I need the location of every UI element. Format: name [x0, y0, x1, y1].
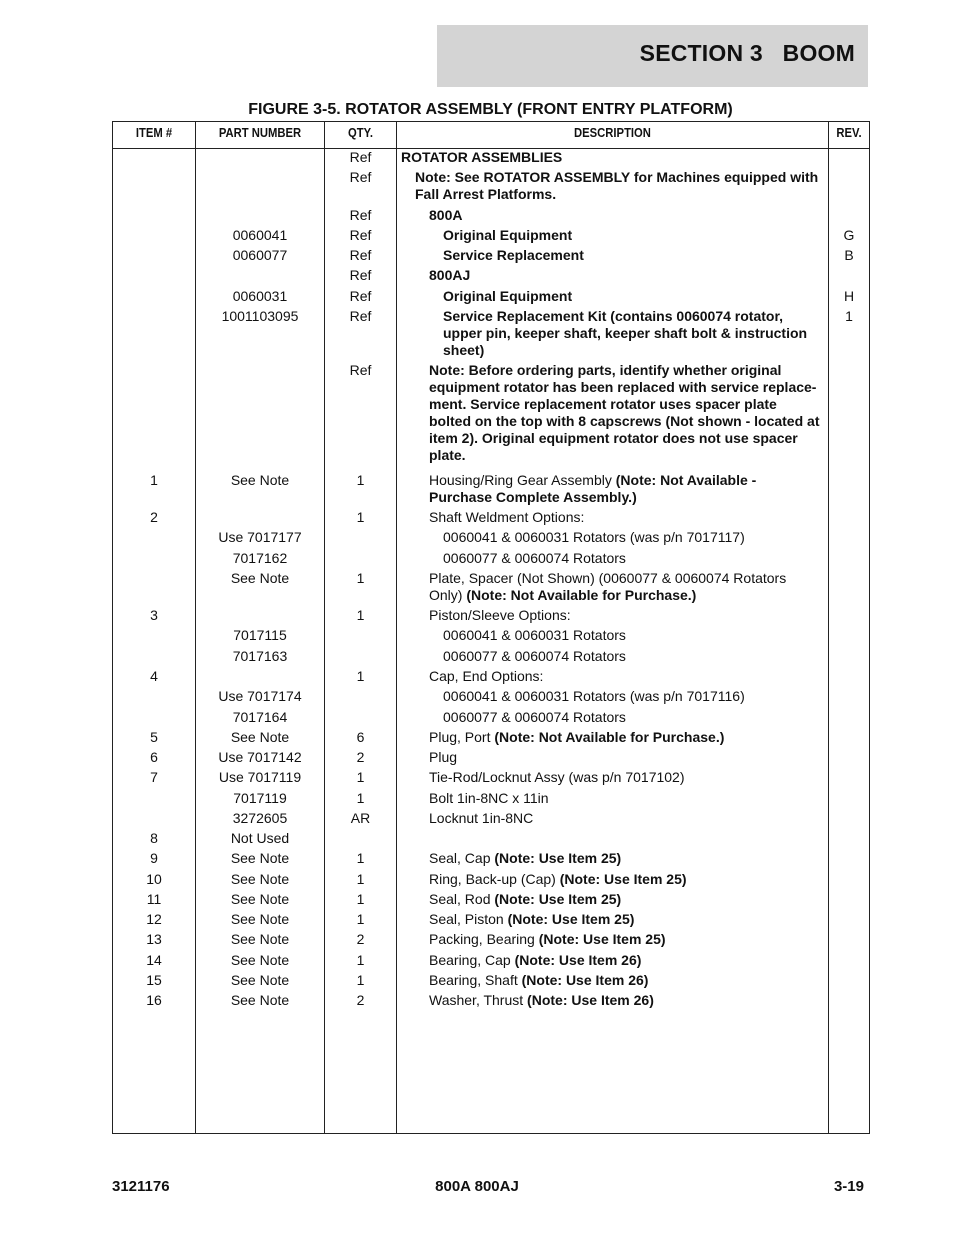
description-note: 800A	[429, 207, 463, 223]
quantity: 1	[356, 472, 365, 488]
item-number: 8	[150, 830, 158, 846]
part-number: 7017162	[232, 550, 288, 566]
description-text: Bearing, Cap	[429, 952, 515, 968]
quantity: 1	[356, 607, 365, 623]
part-number: See Note	[230, 871, 290, 887]
part-number: See Note	[230, 911, 290, 927]
description	[429, 992, 822, 1009]
part-number: 0060031	[232, 288, 288, 304]
description	[443, 709, 822, 726]
quantity: 1	[356, 972, 365, 988]
part-number: 7017115	[233, 627, 287, 643]
footer-model: 800A 800AJ	[435, 1178, 519, 1195]
revision: H	[843, 288, 855, 304]
description-note: Service Replacement Kit (contains 0060074 rotator, upper pin, keeper shaft, keeper shaft bolt & instruction sheet)	[443, 308, 808, 358]
description	[443, 308, 822, 359]
revision: G	[843, 227, 855, 243]
item-number: 2	[150, 509, 158, 525]
column-header-part-number: PART NUMBER	[218, 126, 302, 140]
description	[443, 648, 822, 665]
description-text: Shaft Weldment Options:	[429, 509, 585, 525]
description	[429, 362, 822, 464]
description	[401, 149, 822, 166]
quantity: Ref	[349, 247, 372, 263]
part-number: Use 7017119	[218, 769, 302, 785]
item-number: 3	[150, 607, 158, 623]
description	[443, 247, 822, 264]
quantity: 1	[356, 952, 365, 968]
description-note: (Note: Not Available for Purchase.)	[466, 587, 697, 603]
part-number: Use 7017174	[218, 688, 302, 704]
description-note: ROTATOR ASSEMBLIES	[401, 149, 563, 165]
description-note: (Note: Not Available - Purchase Complete Assembly.)	[429, 472, 757, 505]
part-number: 3272605	[232, 810, 288, 826]
description	[443, 550, 822, 567]
description-text: Plate, Spacer (Not Shown) (0060077 & 0060074 Rotators Only)	[429, 570, 787, 603]
part-number: See Note	[230, 570, 290, 586]
description	[429, 749, 822, 766]
description	[429, 472, 822, 506]
description	[429, 810, 822, 827]
footer-document-number: 3121176	[112, 1178, 170, 1195]
quantity: Ref	[349, 308, 372, 324]
description-note: 800AJ	[429, 267, 471, 283]
part-number: See Note	[230, 472, 290, 488]
description	[429, 570, 822, 604]
quantity: Ref	[349, 227, 372, 243]
column-header-item: ITEM #	[135, 126, 173, 140]
description-text: Cap, End Options:	[429, 668, 544, 684]
description-text: 0060077 & 0060074 Rotators	[443, 648, 626, 664]
item-number: 10	[146, 871, 162, 887]
quantity: 1	[356, 509, 365, 525]
item-number: 7	[150, 769, 158, 785]
description	[443, 529, 822, 546]
description	[429, 607, 822, 624]
description-note: (Note: Not Available for Purchase.)	[494, 729, 725, 745]
part-number: 7017119	[233, 790, 287, 806]
item-number: 9	[150, 850, 158, 866]
column-header-qty: QTY.	[347, 126, 374, 140]
part-number: 0060077	[232, 247, 288, 263]
description	[429, 769, 822, 786]
description-note: (Note: Use Item 25)	[494, 850, 622, 866]
quantity: 2	[356, 992, 365, 1008]
description-text: Washer, Thrust	[429, 992, 528, 1008]
description	[429, 952, 822, 969]
description-note: (Note: Use Item 25)	[507, 911, 635, 927]
description	[429, 850, 822, 867]
item-number: 14	[146, 952, 162, 968]
description	[429, 207, 822, 224]
quantity: Ref	[349, 169, 372, 185]
description-text: Seal, Rod	[429, 891, 495, 907]
quantity: 2	[356, 749, 365, 765]
revision: B	[844, 247, 854, 263]
revision: 1	[845, 308, 853, 324]
description-note: (Note: Use Item 26)	[527, 992, 654, 1008]
item-number: 5	[150, 729, 158, 745]
quantity: Ref	[349, 207, 372, 223]
column-header-description: DESCRIPTION	[574, 126, 651, 140]
description-note: (Note: Use Item 26)	[521, 972, 649, 988]
description-text: Plug	[429, 749, 458, 765]
part-number: See Note	[230, 952, 290, 968]
quantity: 1	[356, 871, 365, 887]
quantity: 1	[356, 911, 365, 927]
description	[429, 509, 822, 526]
part-number: See Note	[230, 972, 290, 988]
part-number: 0060041	[232, 227, 288, 243]
description-note: Note: Before ordering parts, identify whether original equipment rotator has been replaced with service replace-ment. Service replacement rotator uses spacer plate bolted on the top with 8 capscrews (Not shown - located at item 2). Original equipment rotator does not use spacer plate.	[429, 362, 820, 463]
item-number: 6	[150, 749, 158, 765]
description	[429, 972, 822, 989]
description	[443, 227, 822, 244]
description-note: Original Equipment	[443, 227, 573, 243]
description-text: Packing, Bearing	[429, 931, 539, 947]
description-text: Tie-Rod/Locknut Assy (was p/n 7017102)	[429, 769, 685, 785]
quantity: 1	[356, 790, 365, 806]
description-text: 0060041 & 0060031 Rotators	[443, 627, 626, 643]
part-number: See Note	[230, 931, 290, 947]
section-header	[437, 25, 868, 87]
description-text: Housing/Ring Gear Assembly	[429, 472, 616, 488]
part-number: See Note	[230, 850, 290, 866]
part-number: 7017163	[232, 648, 288, 664]
column-divider	[828, 121, 829, 1134]
description-text: Bolt 1in-8NC x 11in	[429, 790, 549, 806]
description-note: (Note: Use Item 26)	[514, 952, 642, 968]
description-text: Seal, Cap	[429, 850, 495, 866]
item-number: 4	[150, 668, 158, 684]
description	[429, 871, 822, 888]
part-number: See Note	[230, 992, 290, 1008]
quantity: Ref	[349, 149, 372, 165]
quantity: 1	[356, 668, 365, 684]
description	[443, 688, 822, 705]
item-number: 15	[146, 972, 162, 988]
column-header-rev: REV.	[836, 126, 862, 140]
quantity: 1	[356, 891, 365, 907]
description-note: Service Replacement	[443, 247, 584, 263]
description	[443, 288, 822, 305]
item-number: 12	[146, 911, 162, 927]
quantity: 1	[356, 570, 365, 586]
figure-title: FIGURE 3-5. ROTATOR ASSEMBLY (FRONT ENTRY PLATFORM)	[248, 101, 733, 118]
column-divider	[396, 121, 397, 1134]
description-text: Piston/Sleeve Options:	[429, 607, 571, 623]
item-number: 13	[146, 931, 162, 947]
item-number: 16	[146, 992, 162, 1008]
part-number: Not Used	[230, 830, 290, 846]
description-text: 0060041 & 0060031 Rotators (was p/n 7017116)	[443, 688, 745, 704]
description-text: Plug, Port	[429, 729, 495, 745]
item-number: 1	[150, 472, 158, 488]
section-title: SECTION 3 BOOM	[639, 40, 855, 66]
quantity: AR	[350, 810, 371, 826]
description-text: Seal, Piston	[429, 911, 508, 927]
quantity: 2	[356, 931, 365, 947]
description	[429, 891, 822, 908]
description-note: (Note: Use Item 25)	[538, 931, 666, 947]
quantity: Ref	[349, 288, 372, 304]
quantity: 6	[356, 729, 365, 745]
description-note: Note: See ROTATOR ASSEMBLY for Machines equipped with Fall Arrest Platforms.	[415, 169, 819, 202]
description	[415, 169, 822, 203]
description	[429, 790, 822, 807]
description-text: 0060077 & 0060074 Rotators	[443, 709, 626, 725]
part-number: 1001103095	[221, 308, 299, 324]
description-text: 0060041 & 0060031 Rotators (was p/n 7017117)	[443, 529, 745, 545]
quantity: 1	[356, 850, 365, 866]
part-number: See Note	[230, 891, 290, 907]
quantity: Ref	[349, 267, 372, 283]
description-text: Locknut 1in-8NC	[429, 810, 534, 826]
description-text: Ring, Back-up (Cap)	[429, 871, 560, 887]
description	[429, 668, 822, 685]
description	[443, 627, 822, 644]
part-number: Use 7017142	[218, 749, 302, 765]
description	[429, 931, 822, 948]
description-note: Original Equipment	[443, 288, 573, 304]
description-note: (Note: Use Item 25)	[494, 891, 622, 907]
footer-page-number: 3-19	[833, 1178, 864, 1195]
part-number: See Note	[230, 729, 290, 745]
description-note: (Note: Use Item 25)	[559, 871, 687, 887]
quantity: Ref	[349, 362, 372, 378]
description	[429, 729, 822, 746]
item-number: 11	[146, 891, 162, 907]
description	[429, 911, 822, 928]
description-text: Bearing, Shaft	[429, 972, 522, 988]
part-number: Use 7017177	[218, 529, 302, 545]
description	[429, 267, 822, 284]
quantity: 1	[356, 769, 365, 785]
part-number: 7017164	[232, 709, 288, 725]
description-text: 0060077 & 0060074 Rotators	[443, 550, 626, 566]
